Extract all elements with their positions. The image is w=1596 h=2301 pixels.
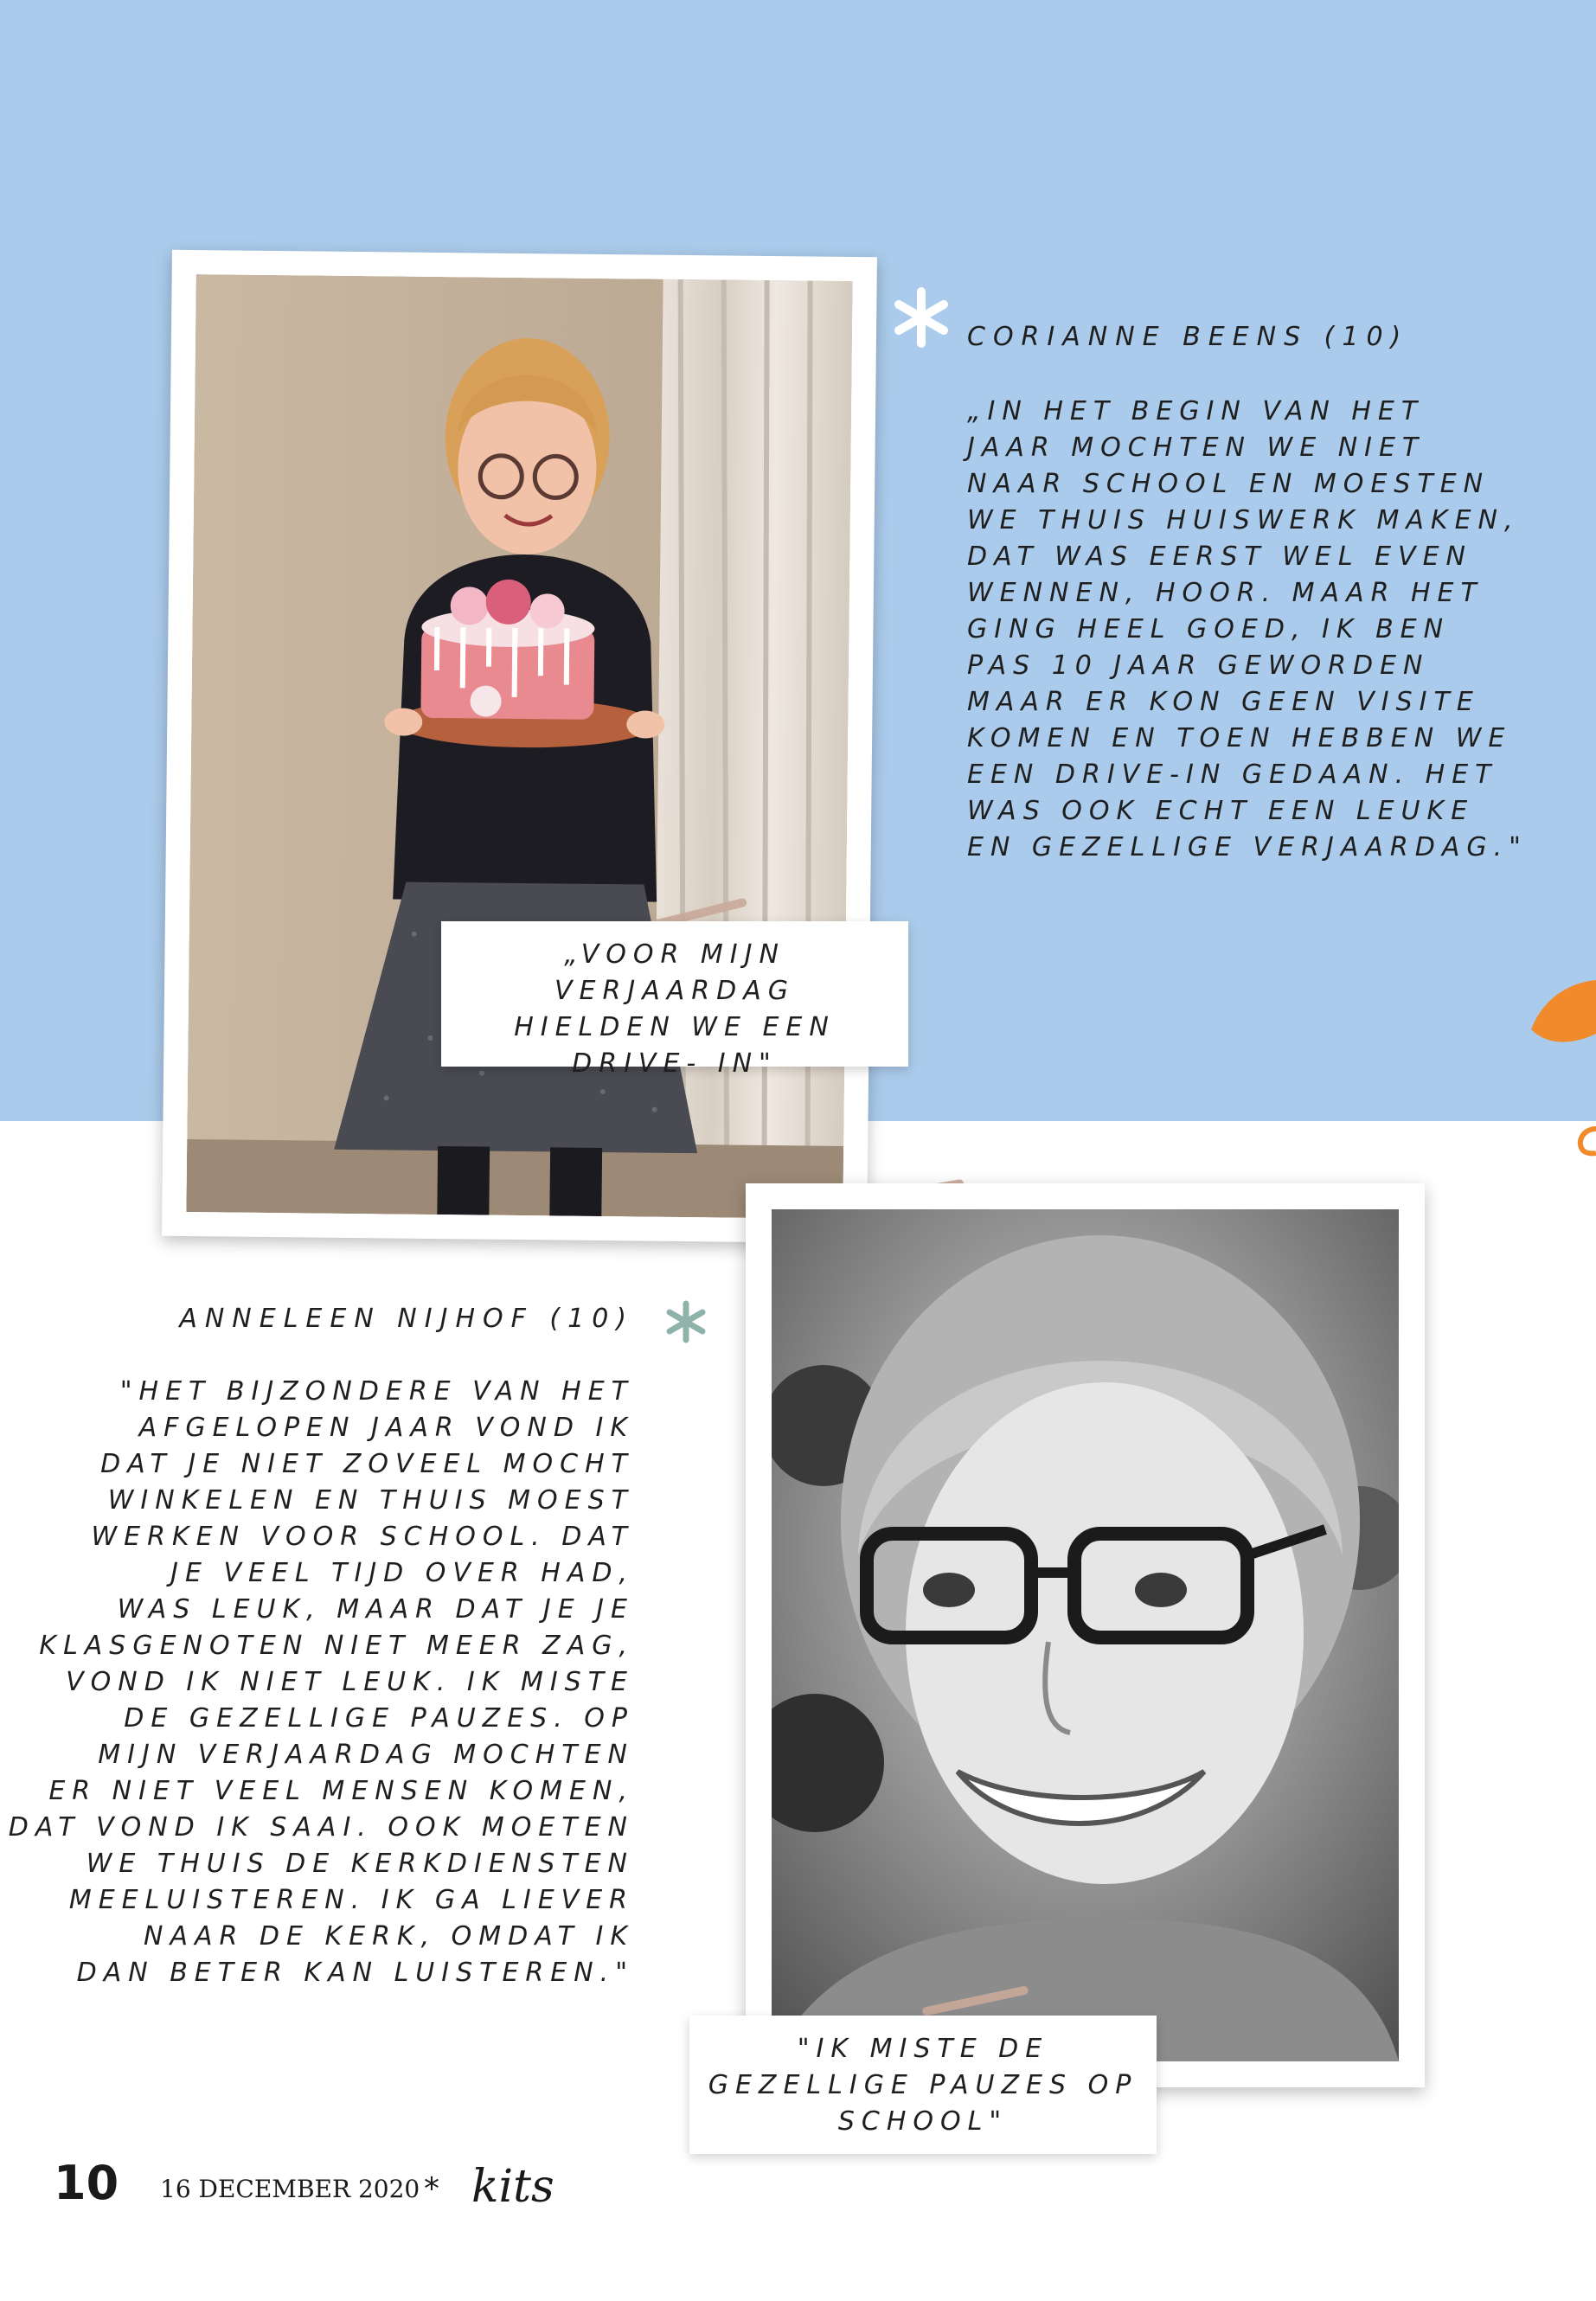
quote-line: NAAR SCHOOL EN MOESTEN xyxy=(967,469,1490,499)
photo-frame-corianne xyxy=(162,250,877,1243)
quote-line: EEN DRIVE-IN GEDAAN. HET xyxy=(967,760,1498,790)
quote-line: DAN BETER KAN LUISTEREN." xyxy=(76,1958,634,1988)
quote-line: WAS LEUK, MAAR DAT JE JE xyxy=(117,1594,634,1625)
quote-line: MAAR ER KON GEEN VISITE xyxy=(967,687,1480,717)
quote-line: DAT VOND IK SAAI. OOK MOETEN xyxy=(8,1812,634,1843)
quote-line: KOMEN EN TOEN HEBBEN WE xyxy=(967,723,1512,753)
quote-line: WE THUIS DE KERKDIENSTEN xyxy=(86,1849,634,1879)
quote-line: VOND IK NIET LEUK. IK MISTE xyxy=(66,1667,634,1697)
quote-line: MIJN VERJAARDAG MOCHTEN xyxy=(98,1740,634,1770)
photo-frame-anneleen xyxy=(746,1183,1425,2087)
asterisk-icon xyxy=(664,1300,708,1343)
quote-line: DE GEZELLIGE PAUZES. OP xyxy=(124,1703,634,1734)
quote-line: JE VEEL TIJD OVER HAD, xyxy=(170,1558,634,1588)
quote-line: NAAR DE KERK, OMDAT IK xyxy=(144,1921,634,1952)
photo-anneleen xyxy=(772,1209,1399,2061)
orange-leaf-decoration xyxy=(1522,965,1596,1181)
quote-corianne xyxy=(967,394,1528,866)
quote-line: "HET BIJZONDERE VAN HET xyxy=(119,1376,634,1407)
quote-line: DAT JE NIET ZOVEEL MOCHT xyxy=(100,1449,634,1479)
quote-line: WENNEN, HOOR. MAAR HET xyxy=(967,578,1484,608)
caption-line: „VOOR MIJN VERJAARDAG xyxy=(554,939,795,1006)
quote-line: GING HEEL GOED, IK BEN xyxy=(967,614,1451,644)
quote-line: WAS OOK ECHT EEN LEUKE xyxy=(967,796,1475,826)
quote-line: WE THUIS HUISWERK MAKEN, xyxy=(967,505,1520,535)
caption-line: SCHOOL" xyxy=(837,2106,1009,2137)
quote-line: KLASGENOTEN NIET MEER ZAG, xyxy=(39,1631,634,1661)
author-name-anneleen: ANNELEEN NIJHOF (10) xyxy=(179,1304,634,1334)
quote-line: EN GEZELLIGE VERJAARDAG." xyxy=(967,832,1528,862)
photo-caption-anneleen xyxy=(689,2016,1157,2154)
caption-line: "IK MISTE DE xyxy=(797,2034,1049,2064)
quote-line: DAT WAS EERST WEL EVEN xyxy=(967,542,1472,572)
quote-line: MEELUISTEREN. IK GA LIEVER xyxy=(68,1885,634,1915)
quote-line: „IN HET BEGIN VAN HET xyxy=(967,396,1425,426)
footer-separator: * xyxy=(424,2171,439,2207)
caption-line: HIELDEN WE EEN xyxy=(514,1012,836,1042)
quote-line: ER NIET VEEL MENSEN KOMEN, xyxy=(48,1776,634,1806)
caption-line: DRIVE- IN" xyxy=(572,1048,778,1079)
quote-line: WERKEN VOOR SCHOOL. DAT xyxy=(91,1522,634,1552)
page-number: 10 xyxy=(54,2156,119,2210)
caption-line: GEZELLIGE PAUZES OP xyxy=(708,2070,1138,2100)
brand-logo: kits xyxy=(471,2161,554,2213)
photo-girl-portrait-illustration xyxy=(772,1209,1399,2061)
asterisk-icon xyxy=(891,287,952,348)
quote-line: AFGELOPEN JAAR VOND IK xyxy=(138,1413,634,1443)
quote-line: WINKELEN EN THUIS MOEST xyxy=(107,1485,634,1516)
quote-anneleen xyxy=(9,1374,634,1991)
quote-line: JAAR MOCHTEN WE NIET xyxy=(967,433,1426,463)
author-name-corianne: CORIANNE BEENS (10) xyxy=(967,322,1409,352)
quote-line: PAS 10 JAAR GEWORDEN xyxy=(967,651,1430,681)
photo-caption-corianne xyxy=(441,921,908,1079)
issue-date: 16 DECEMBER 2020 xyxy=(160,2175,420,2203)
